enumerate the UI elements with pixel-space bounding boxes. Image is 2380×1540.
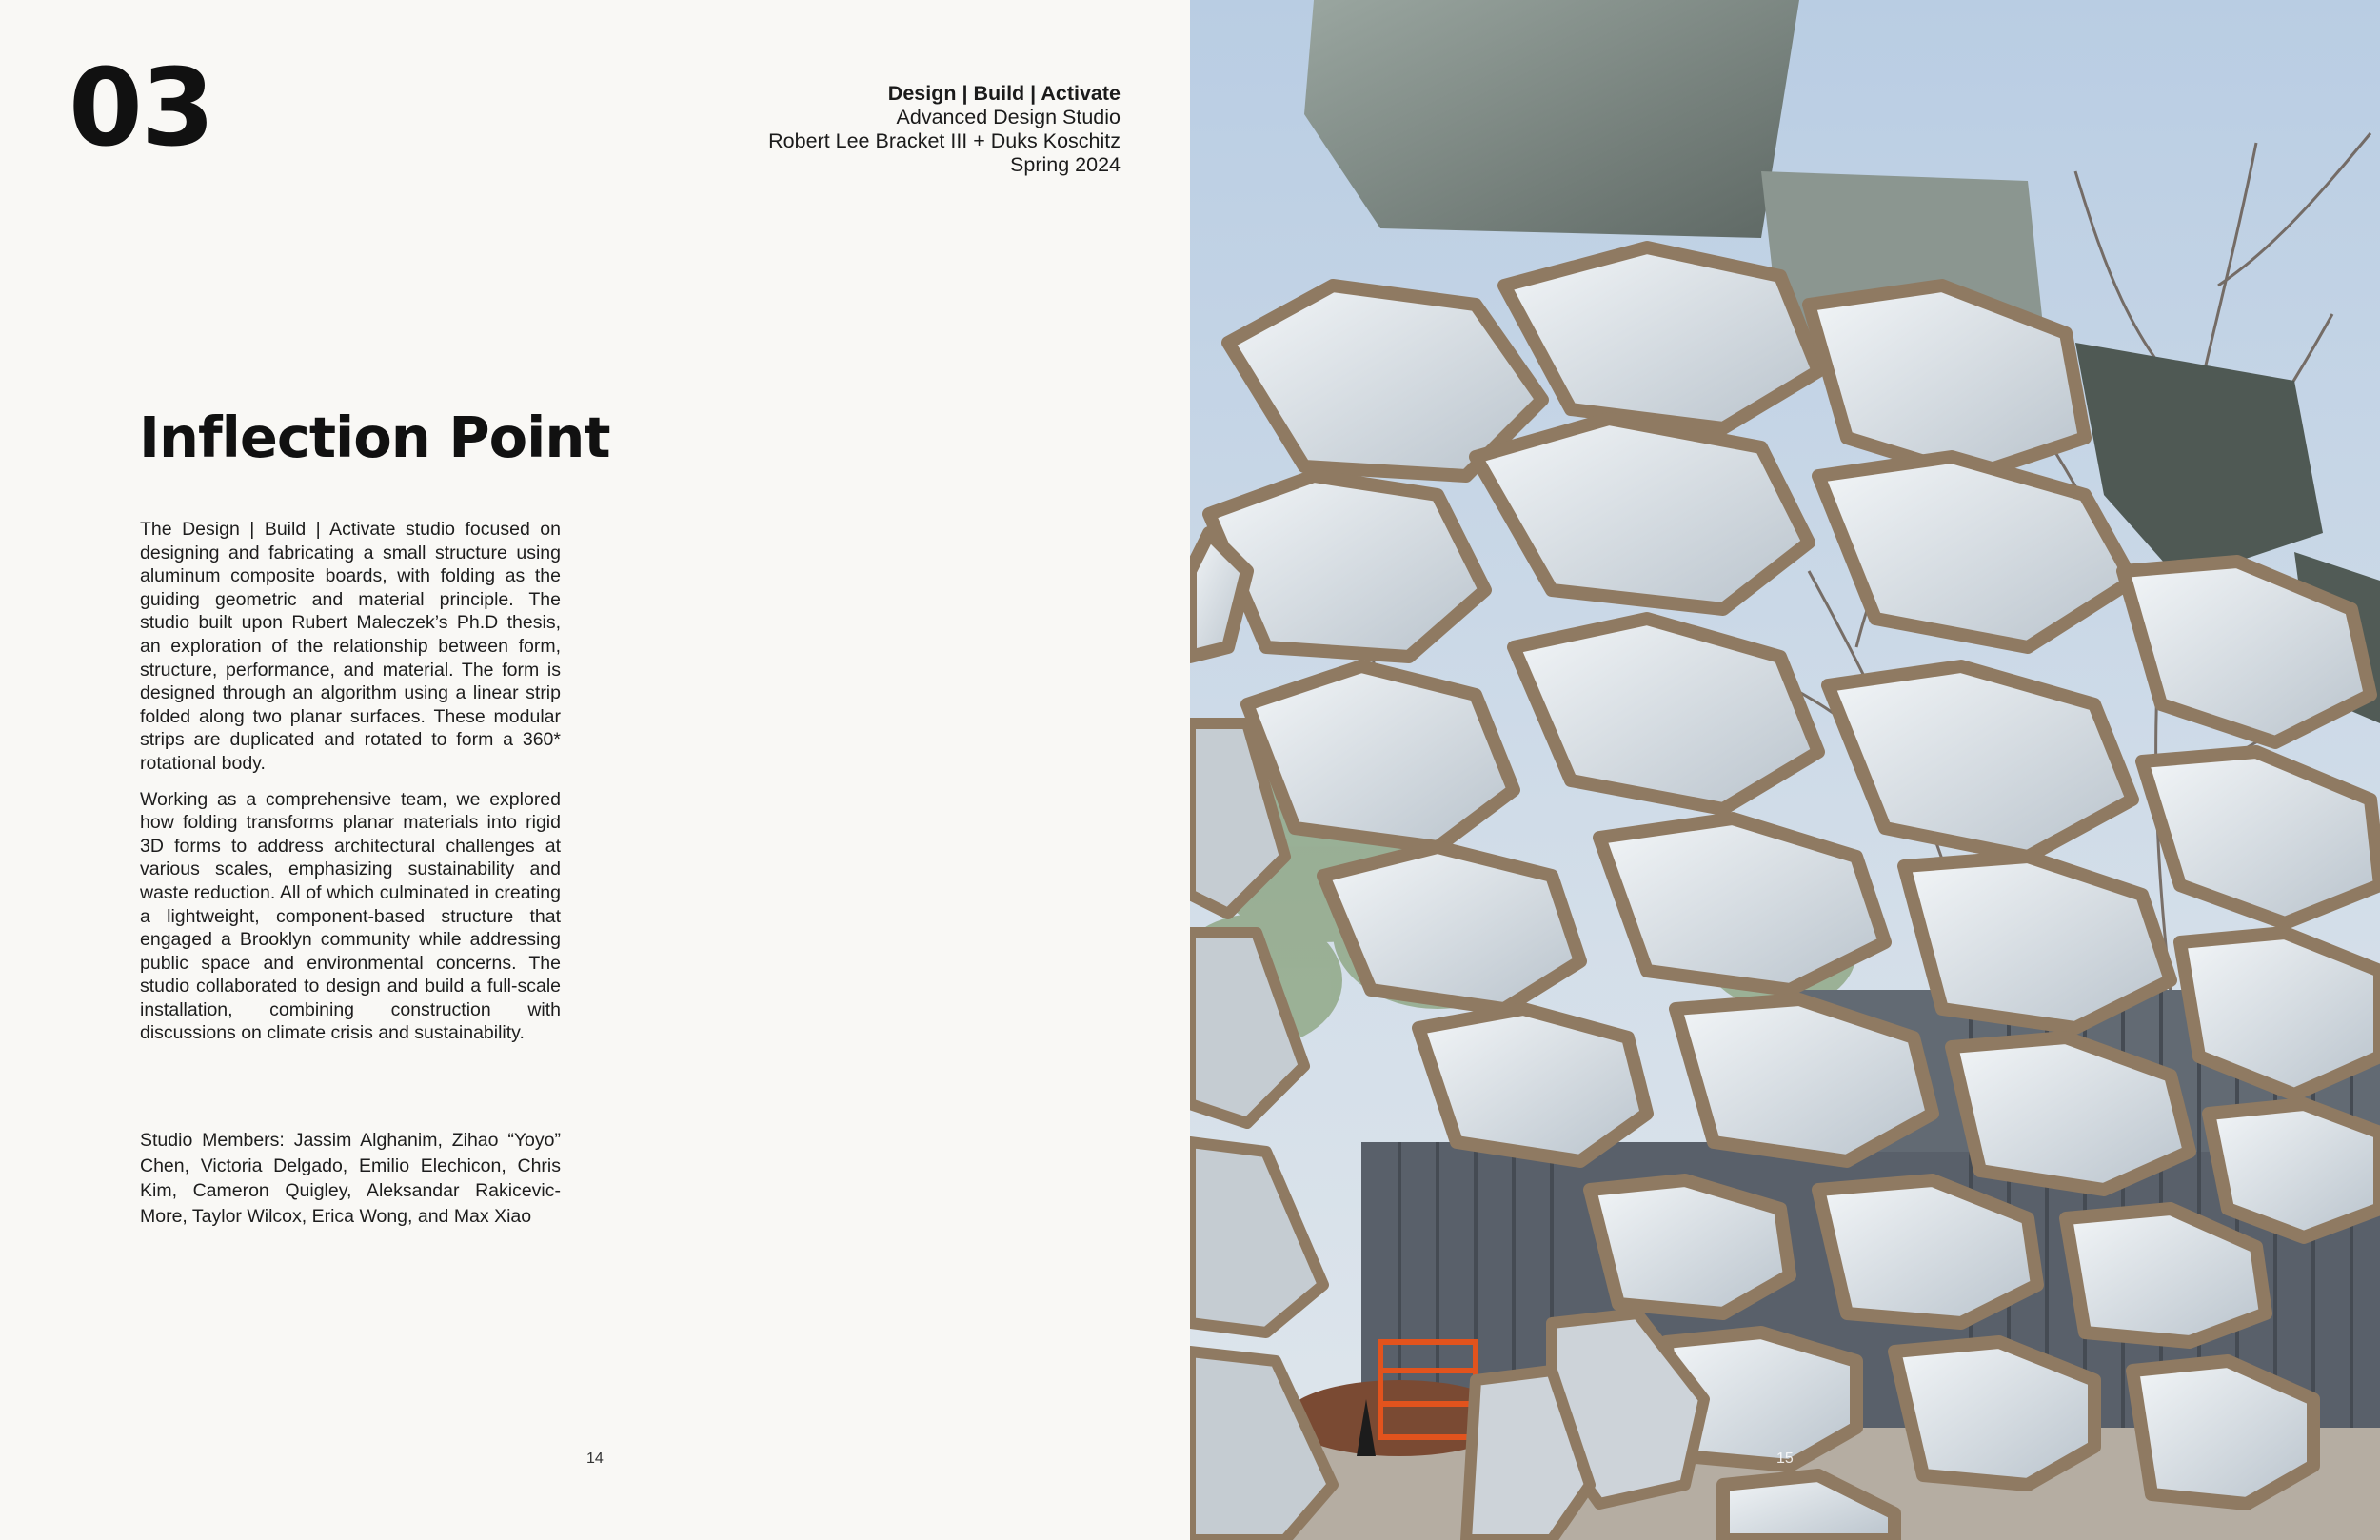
page-number-right: 15 (1776, 1451, 1794, 1467)
page-number-left: 14 (586, 1451, 604, 1467)
description-paragraph: The Design | Build | Activate studio focused on designing and fabricating a small structure using aluminum composite boards, with folding as the guiding geometric and material principle. The studio built upon Rubert Maleczek’s Ph.D thesis, an exploration of the relationship between form, structure, performance, and material. The form is designed through an algorithm using a linear strip folded along two planar surfaces. These modular strips are duplicated and rotated to form a 360* rotational body. (140, 519, 561, 774)
studio-header (645, 82, 1121, 177)
description-paragraph: Working as a comprehensive team, we explored how folding transforms planar materials into rigid 3D forms to address architectural challenges at various scales, emphasizing sustainability and waste reduction. All of which culminated in creating a lightweight, component-based structure that engaged a Brooklyn community while addressing public space and environmental concerns. The studio collaborated to design and build a full-scale installation, combining construction with discussions on climate crisis and sustainability. (140, 788, 561, 1044)
studio-members: Studio Members: Jassim Alghanim, Zihao “Yoyo” Chen, Victoria Delgado, Emilio Elechicon, Chris Kim, Cameron Quigley, Aleksandar Rakicevic-More, Taylor Wilcox, Erica Wong, and Max Xiao (140, 1130, 561, 1227)
instructors: Robert Lee Bracket III + Duks Koschitz (768, 129, 1121, 152)
project-number: 03 (69, 47, 213, 170)
project-title: Inflection Point (139, 405, 610, 470)
project-description (140, 518, 561, 1057)
course-name: Advanced Design Studio (896, 106, 1121, 128)
pavilion-photo (1190, 0, 2380, 1540)
studio-name: Design | Build | Activate (887, 82, 1121, 105)
term: Spring 2024 (1010, 153, 1121, 176)
